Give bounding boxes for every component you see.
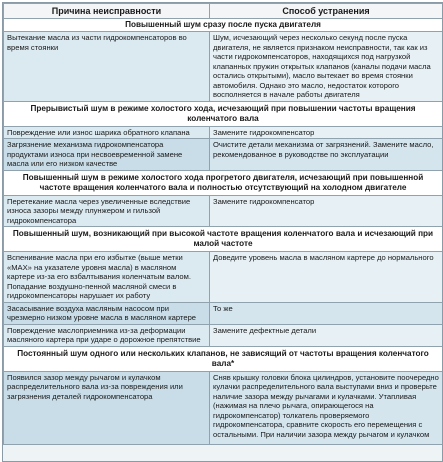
header-cause: Причина неисправности <box>4 4 210 19</box>
table-row <box>4 32 443 102</box>
header-remedy: Способ устранения <box>210 4 443 19</box>
remedy-cell: Замените гидрокомпенсатор <box>210 195 443 227</box>
cause-cell: Перетекание масла через увеличенные вследствие износа зазоры между плунжером и гильзой гидрокомпенсатора <box>4 195 210 227</box>
remedy-cell: Сняв крышку головки блока цилиндров, установите поочередно кулачки распределительного вала выступами вниз и проверьте наличие зазора между рычагами и кулачками. Утапливая (нажимая на плечо рычага, опирающегося на гидрокомпенсатор) толкатель проверяемого гидрокомпенсатора, сравните скорость его перемещения с остальными. При наличии зазора между рычагом и кулачком <box>210 371 443 444</box>
section-header <box>4 170 443 195</box>
table-row <box>4 126 443 139</box>
section-title: Повышенный шум в режиме холостого хода прогретого двигателя, исчезающий при повышенной частоте вращения коленчатого вала и полностью отсутствующий на холодном двигателе <box>4 170 443 195</box>
section-title: Повышенный шум сразу после пуска двигателя <box>4 19 443 32</box>
table-row <box>4 195 443 227</box>
section-title: Повышенный шум, возникающий при высокой частоте вращения коленчатого вала и исчезающий при малой частоте <box>4 227 443 252</box>
remedy-cell: Очистите детали механизма от загрязнений. Замените масло, рекомендованное в руководстве по эксплуатации <box>210 139 443 171</box>
section-header <box>4 101 443 126</box>
table-row <box>4 324 443 346</box>
cause-cell: Появился зазор между рычагом и кулачком распределительного вала из-за повреждения или загрязнения деталей гидрокомпенсатора <box>4 371 210 444</box>
section-title: Прерывистый шум в режиме холостого хода, исчезающий при повышении частоты вращения коленчатого вала <box>4 101 443 126</box>
cause-cell: Вспенивание масла при его избытке (выше метки «MAX» на указателе уровня масла) в масляном картере из-за его взбалтывания коленчатым валом. Попадание воздушно-пенной масляной смеси в гидрокомпенсаторы нарушает их работу <box>4 252 210 303</box>
table-row <box>4 139 443 171</box>
section-header <box>4 19 443 32</box>
table-container <box>2 2 443 462</box>
section-title: Постоянный шум одного или нескольких клапанов, не зависящий от частоты вращения коленчатого вала* <box>4 346 443 371</box>
remedy-cell: Замените дефектные детали <box>210 324 443 346</box>
table-row <box>4 302 443 324</box>
section-header <box>4 227 443 252</box>
cause-cell: Повреждение или износ шарика обратного клапана <box>4 126 210 139</box>
cause-cell: Повреждение маслоприемника из-за деформации масляного картера при ударе о дорожное препятствие <box>4 324 210 346</box>
cause-cell: Загрязнение механизма гидрокомпенсатора продуктами износа при несвоевременной замене масла или его низком качестве <box>4 139 210 171</box>
remedy-cell: Замените гидрокомпенсатор <box>210 126 443 139</box>
troubleshooting-table <box>3 3 443 445</box>
remedy-cell: Шум, исчезающий через несколько секунд после пуска двигателя, не является признаком неисправности, так как из части гидрокомпенсаторов, находящихся под нагрузкой клапанных пружин открытых клапанов (каналы подачи масла остались открытыми), масло вытекает во время стоянки автомобиля. Однако это масло, недостаток которого восполняется в начале работы двигателя <box>210 32 443 102</box>
section-header <box>4 346 443 371</box>
cause-cell: Засасывание воздуха масляным насосом при чрезмерно низком уровне масла в масляном картере <box>4 302 210 324</box>
cause-cell: Вытекание масла из части гидрокомпенсаторов во время стоянки <box>4 32 210 102</box>
remedy-cell: То же <box>210 302 443 324</box>
table-row <box>4 252 443 303</box>
table-row <box>4 371 443 444</box>
remedy-cell: Доведите уровень масла в масляном картере до нормального <box>210 252 443 303</box>
table-header-row <box>4 4 443 19</box>
